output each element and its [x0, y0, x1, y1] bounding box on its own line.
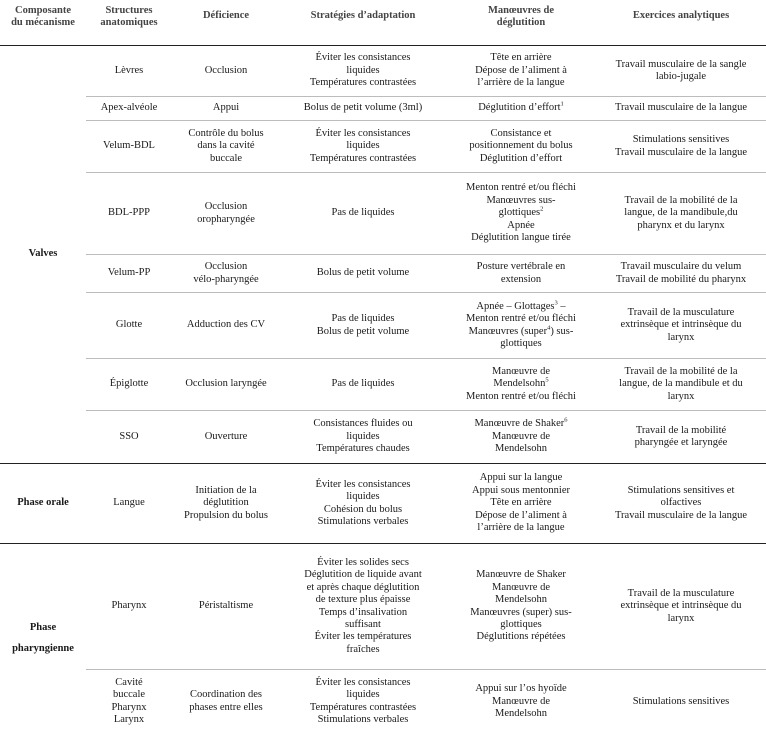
- cell-structure: BDL-PPP: [86, 173, 172, 255]
- table-row: [0, 46, 766, 97]
- cell-structure: Pharynx: [86, 544, 172, 670]
- cell-strategies: Consistances fluides ou liquides Températures chaudes: [280, 411, 446, 464]
- cell-strategies: Éviter les consistances liquides Températures contrastées Stimulations verbales: [309, 676, 417, 726]
- cell-deficience: Occlusion vélo-pharyngée: [172, 255, 280, 293]
- cell-exercices: Stimulations sensitives et olfactives Travail musculaire de la langue: [596, 464, 766, 544]
- footnote-marker: 3: [554, 299, 558, 307]
- table-row: [0, 293, 766, 359]
- cell-manoeuvres: Apnée – Glottages$^3$ – Menton rentré et/ou fléchi Manœuvres (super$^4$) sus- glottiques: [446, 293, 596, 359]
- cell-strategies: Pas de liquides: [280, 359, 446, 411]
- cell-deficience: Péristaltisme: [172, 544, 280, 670]
- cell-strategies: Bolus de petit volume (3ml): [280, 97, 446, 121]
- cell-exercices: Travail de la musculature extrinsèque et intrinsèque du larynx: [596, 544, 766, 670]
- cell-exercices: Stimulations sensitives: [632, 695, 730, 707]
- cell-deficience: Occlusion laryngée: [172, 359, 280, 411]
- cell-manoeuvres: Appui sur la langue Appui sous mentonnier Tête en arrière Dépose de l’aliment à l’arrière de la langue: [446, 464, 596, 544]
- cell-structure: SSO: [86, 411, 172, 464]
- footnote-marker: 2: [540, 205, 544, 213]
- table-row: [0, 97, 766, 121]
- table-row: [0, 670, 766, 734]
- table-row: [0, 121, 766, 173]
- cell-strategies: Éviter les consistances liquides Températures contrastées: [280, 121, 446, 173]
- cell-structure: Velum-PP: [86, 255, 172, 293]
- header-structures: Structures anatomiques: [86, 3, 172, 46]
- swallowing-table: [0, 3, 766, 734]
- header-manoeuvres: Manœuvres de déglutition: [446, 3, 596, 46]
- header-exercices: Exercices analytiques: [596, 3, 766, 46]
- footnote-marker: 6: [564, 416, 568, 424]
- cell-manoeuvres: Déglutition d’effort$^1$: [446, 97, 596, 121]
- cell-manoeuvres: Manœuvre de Shaker Manœuvre de Mendelsohn Manœuvres (super) sus- glottiques Déglutitions répétées: [446, 544, 596, 670]
- cell-exercices: Stimulations sensitives Travail musculaire de la langue: [596, 121, 766, 173]
- header-row: [0, 3, 766, 46]
- cell-strategies: Éviter les consistances liquides Cohésion du bolus Stimulations verbales: [280, 464, 446, 544]
- group-valves: Valves: [0, 46, 86, 464]
- cell-strategies: Pas de liquides: [280, 173, 446, 255]
- cell-structure: Velum-BDL: [86, 121, 172, 173]
- footnote-marker: 4: [547, 324, 551, 331]
- cell-exercices: Travail musculaire de la langue: [596, 97, 766, 121]
- cell-deficience: Occlusion oropharyngée: [172, 173, 280, 255]
- cell-exercices: Travail de la mobilité de la langue, de la mandibule,du pharynx et du larynx: [596, 173, 766, 255]
- cell-deficience: Coordination des phases entre elles: [189, 689, 263, 713]
- group-phase-pharyngienne: Phase pharyngienne: [12, 622, 74, 654]
- cell-structure: Lèvres: [86, 46, 172, 97]
- cell-exercices: Travail de la mobilité de la langue, de la mandibule et du larynx: [596, 359, 766, 411]
- footnote-marker: 1: [560, 100, 564, 108]
- cell-structure: Langue: [86, 464, 172, 544]
- cell-structure: Apex-alvéole: [86, 97, 172, 121]
- cell-deficience: Ouverture: [172, 411, 280, 464]
- cell-structure: Cavité buccale Pharynx Larynx: [111, 676, 147, 726]
- cell-structure: Glotte: [86, 293, 172, 359]
- cell-deficience: Initiation de la déglutition Propulsion du bolus: [172, 464, 280, 544]
- table-row: [0, 464, 766, 544]
- cell-manoeuvres: Manœuvre de Shaker$^6$ Manœuvre de Mendelsohn: [446, 411, 596, 464]
- cell-manoeuvres: Consistance et positionnement du bolus Déglutition d’effort: [446, 121, 596, 173]
- footnote-marker: 5: [545, 376, 549, 384]
- table-row: [0, 255, 766, 293]
- header-strategies: Stratégies d’adaptation: [280, 3, 446, 46]
- cell-deficience: Occlusion: [172, 46, 280, 97]
- cell-strategies: Pas de liquides Bolus de petit volume: [280, 293, 446, 359]
- cell-structure: Épiglotte: [86, 359, 172, 411]
- table-row: [0, 544, 766, 670]
- cell-strategies: Éviter les solides secs Déglutition de liquide avant et après chaque déglutition de texture plus épaisse Temps d’insalivation suffisant Éviter les températures fraîches: [280, 544, 446, 670]
- table-row: [0, 173, 766, 255]
- table-row: [0, 359, 766, 411]
- cell-manoeuvres: Manœuvre de Mendelsohn$^5$ Menton rentré et/ou fléchi: [446, 359, 596, 411]
- cell-manoeuvres: Menton rentré et/ou fléchi Manœuvres sus- glottiques$^2$ Apnée Déglutition langue tirée: [446, 173, 596, 255]
- header-deficience: Déficience: [172, 3, 280, 46]
- cell-manoeuvres: Posture vertébrale en extension: [446, 255, 596, 293]
- cell-exercices: Travail musculaire de la sangle labio-jugale: [596, 46, 766, 97]
- cell-strategies: Bolus de petit volume: [280, 255, 446, 293]
- table-row: [0, 411, 766, 464]
- cell-deficience: Appui: [172, 97, 280, 121]
- cell-manoeuvres: Tête en arrière Dépose de l’aliment à l’arrière de la langue: [446, 46, 596, 97]
- cell-exercices: Travail de la musculature extrinsèque et intrinsèque du larynx: [596, 293, 766, 359]
- cell-deficience: Contrôle du bolus dans la cavité buccale: [172, 121, 280, 173]
- cell-manoeuvres: Appui sur l’os hyoïde Manœuvre de Mendelsohn: [475, 683, 567, 719]
- group-phase-orale: Phase orale: [0, 464, 86, 544]
- cell-exercices: Travail de la mobilité pharyngée et laryngée: [596, 411, 766, 464]
- header-composante: Composante du mécanisme: [0, 3, 86, 46]
- cell-deficience: Adduction des CV: [172, 293, 280, 359]
- cell-strategies: Éviter les consistances liquides Températures contrastées: [280, 46, 446, 97]
- cell-exercices: Travail musculaire du velum Travail de mobilité du pharynx: [596, 255, 766, 293]
